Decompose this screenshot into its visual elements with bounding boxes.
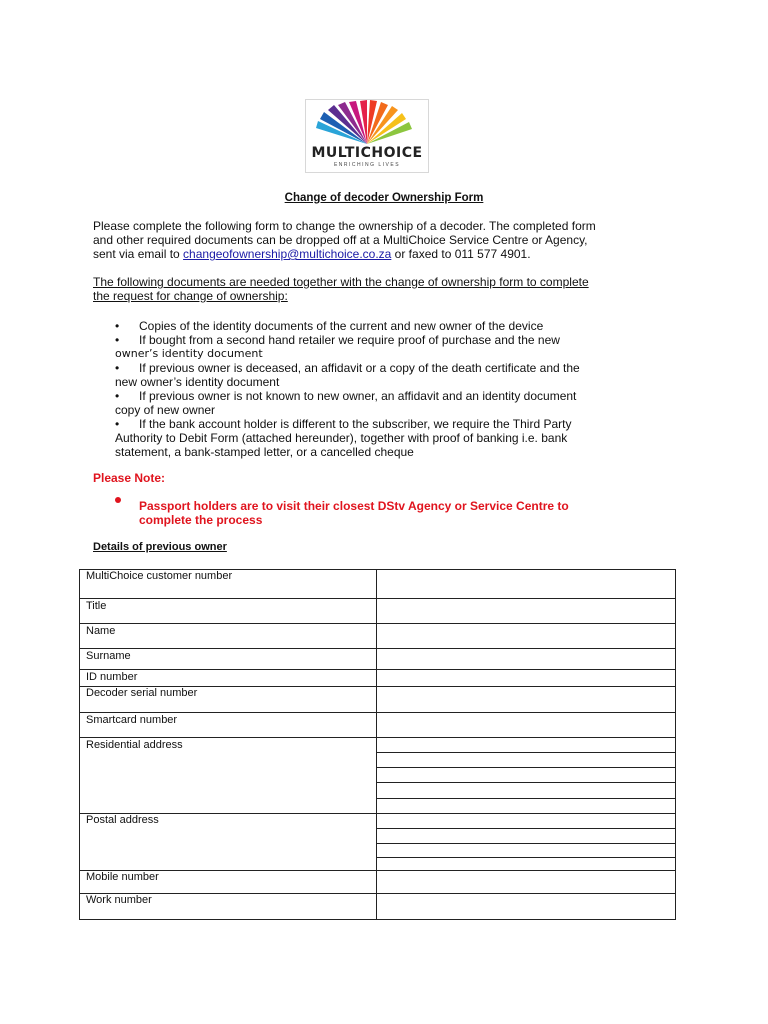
label-customer-number: MultiChoice customer number (86, 570, 233, 582)
intro-line-2: and other required documents can be dropped off at a MultiChoice Service Centre or Agency, (93, 233, 588, 247)
label-postal-address: Postal address (86, 814, 159, 826)
intro-line-3 (93, 247, 531, 261)
decoder-serial-field[interactable] (377, 687, 675, 712)
label-surname: Surname (86, 650, 131, 662)
residential-address-field[interactable] (377, 738, 675, 813)
label-decoder-serial: Decoder serial number (86, 687, 198, 699)
bullet-dot: • (115, 333, 120, 347)
work-field[interactable] (377, 894, 675, 919)
multichoice-logo (305, 99, 429, 173)
form-title: Change of decoder Ownership Form (284, 192, 484, 204)
logo-brand-text: MULTICHOICE (311, 145, 423, 161)
intro-line-1: Please complete the following form to change the ownership of a decoder. The completed form (93, 219, 596, 233)
intro-line-3-suffix: or faxed to 011 577 4901. (391, 247, 531, 261)
note-line-2: complete the process (139, 513, 263, 527)
starburst-logo-icon (306, 100, 428, 148)
documents-heading-line-1: The following documents are needed together with the change of ownership form to complete (93, 275, 589, 289)
title-field[interactable] (377, 599, 675, 623)
intro-line-3-prefix: sent via email to (93, 247, 184, 261)
bullet-3-line-1: If previous owner is deceased, an affidavit or a copy of the death certificate and the (139, 361, 580, 375)
red-bullet-icon (115, 497, 121, 503)
bullet-5-line-3: statement, a bank-stamped letter, or a cancelled cheque (115, 445, 414, 459)
bullet-1-text: Copies of the identity documents of the current and new owner of the device (139, 319, 544, 333)
label-residential-address: Residential address (86, 739, 183, 751)
name-field[interactable] (377, 624, 675, 648)
bullet-4-line-2: copy of new owner (115, 403, 216, 417)
documents-heading-line-2: the request for change of ownership: (93, 289, 288, 303)
please-note-heading: Please Note: (93, 471, 166, 485)
bullet-dot: • (115, 417, 120, 431)
postal-address-field[interactable] (377, 814, 675, 870)
customer-number-field[interactable] (377, 570, 675, 598)
label-work: Work number (86, 894, 152, 906)
bullet-dot: • (115, 361, 120, 375)
bullet-3-line-2: new owner’s identity document (115, 375, 280, 389)
bullet-dot: • (115, 319, 120, 333)
bullet-5-line-1: If the bank account holder is different to the subscriber, we require the Third Party (139, 417, 572, 431)
id-number-field[interactable] (377, 670, 675, 686)
surname-field[interactable] (377, 649, 675, 669)
label-mobile: Mobile number (86, 871, 159, 883)
label-name: Name (86, 625, 116, 637)
bullet-2-line-1: If bought from a second hand retailer we require proof of purchase and the new (139, 333, 560, 347)
ownership-email-link[interactable]: changeofownership@multichoice.co.za (183, 247, 392, 261)
label-id-number: ID number (86, 671, 138, 683)
label-title: Title (86, 600, 107, 612)
note-line-1: Passport holders are to visit their closest DStv Agency or Service Centre to (139, 499, 569, 513)
bullet-5-line-2: Authority to Debit Form (attached hereunder), together with proof of banking i.e. bank (115, 431, 568, 445)
section-title: Details of previous owner (93, 541, 227, 553)
smartcard-field[interactable] (377, 713, 675, 737)
bullet-dot: • (115, 389, 120, 403)
bullet-2-line-2: owner’s identity document (115, 347, 263, 360)
mobile-field[interactable] (377, 871, 675, 893)
logo-tagline: ENRICHING LIVES (333, 162, 401, 168)
bullet-4-line-1: If previous owner is not known to new owner, an affidavit and an identity document (139, 389, 577, 403)
label-smartcard: Smartcard number (86, 714, 178, 726)
